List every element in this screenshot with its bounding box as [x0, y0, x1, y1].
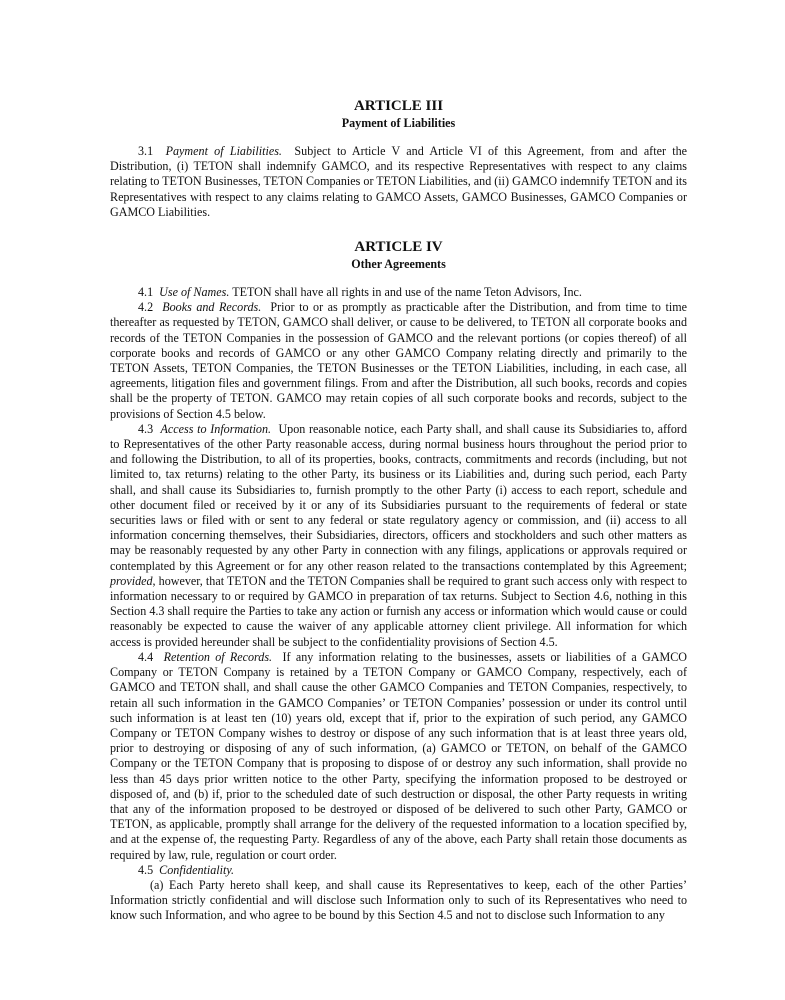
section-3-1-number: 3.1 — [138, 144, 154, 158]
section-4-1-number: 4.1 — [138, 285, 154, 300]
section-4-5-a: (a) Each Party hereto shall keep, and shall cause its Representatives to keep, each of the other Parties’ Information strictly confidential and will disclose such Information only to such of its Representatives who need to know such Information, and who agree to be bound by this Section 4.5 and not to disclose such Information to any — [110, 877, 687, 923]
section-4-2-heading: Books and Records. — [162, 300, 262, 315]
section-4-2-number: 4.2 — [138, 300, 154, 315]
article-4-subtitle: Other Agreements — [351, 257, 446, 272]
section-3-1-text: Subject to Article V and Article VI of this Agreement, from and after the Distribution, (i) TETON shall indemnify GAMCO, and its respective Representatives with respect to any claims relating to TETON Businesses, TETON Companies or TETON Liabilities, and (ii) GAMCO indemnify TETON and its Representatives with respect to any claims relating to GAMCO Assets, GAMCO Businesses, GAMCO Companies or GAMCO Liabilities. — [110, 144, 687, 219]
section-4-2-text: Prior to or as promptly as practicable after the Distribution, and from time to time thereafter as requested by TETON, GAMCO shall deliver, or cause to be delivered, to TETON all corporate books and records of the TETON Companies in the possession of GAMCO and the relevant portions (or copies thereof) of all corporate books and records of GAMCO or any other GAMCO Company relating directly and primarily to the TETON Assets, TETON Companies, the TETON Businesses or the TETON Liabilities, including, in each case, all agreements, litigation files and government filings. From and after the Distribution, all such books, records and copies shall be the property of TETON. GAMCO may retain copies of all such corporate books and records, subject to the provisions of Section 4.5 below. — [110, 300, 688, 421]
section-4-2 — [110, 300, 687, 422]
section-4-3-heading: Access to Information. — [160, 421, 272, 436]
document-page — [110, 98, 687, 924]
section-3-1-heading: Payment of Liabilities. — [165, 144, 282, 158]
section-4-4-heading: Retention of Records. — [163, 649, 273, 664]
section-4-3-number: 4.3 — [138, 421, 154, 436]
section-4-1-heading: Use of Names. — [159, 285, 230, 300]
article-3-subtitle: Payment of Liabilities — [341, 116, 456, 130]
section-4-1-text: TETON shall have all rights in and use of the name Teton Advisors, Inc. — [232, 285, 582, 300]
section-4-3-text-b: , however, that TETON and the TETON Companies shall be required to grant such access only with respect to information necessary to or required by GAMCO in preparation of tax returns. Subject to Section 4.6, nothing in this Section 4.3 shall require the Parties to take any action or furnish any access or information which would cause or could reasonably be expected to cause the waiver of any applicable attorney client privilege. All information for which access is provided hereunder shall be subject to the confidentiality provisions of Section 4.5. — [110, 573, 687, 649]
section-4-3 — [110, 422, 687, 650]
article-3-title: ARTICLE III — [353, 98, 444, 114]
section-4-4 — [110, 650, 687, 863]
section-4-5 — [110, 863, 687, 878]
section-4-1 — [110, 285, 687, 300]
article-4-title: ARTICLE IV — [354, 239, 443, 256]
section-3-1 — [110, 144, 687, 220]
section-4-3-text-a: Upon reasonable notice, each Party shall, and shall cause its Subsidiaries to, afford to Representatives of the other Party reasonable access, during normal business hours throughout the period prior to and following the Distribution, to all of its properties, books, contracts, commitments and records (including, but not limited to, tax returns) relating to the other Party, its business or its Liabilities and, during such period, each Party shall, and shall cause its Subsidiaries to, furnish promptly to the other Party (i) access to each report, schedule and other document filed or received by it or any of its Subsidiaries pursuant to the requirements of federal or state securities laws or filed with or sent to any federal or state regulatory agency or commission, and (ii) access to all information concerning themselves, their Subsidiaries, directors, officers and stockholders and such other matters as may be reasonably requested by any other Party in connection with any filings, applications or approvals required or contemplated by this Agreement or for any other reason related to the transactions contemplated by this Agreement; — [110, 421, 687, 573]
section-4-4-number: 4.4 — [138, 649, 154, 664]
section-4-5-heading: Confidentiality. — [159, 862, 235, 877]
section-4-5-number: 4.5 — [138, 862, 154, 877]
section-4-4-text: If any information relating to the businesses, assets or liabilities of a GAMCO Company or TETON Company is retained by a TETON Company or GAMCO Company, respectively, each of GAMCO and TETON shall, and shall cause the other GAMCO Companies and TETON Companies, respectively, to retain all such information in the GAMCO Companies’ or TETON Companies’ possession or under its control until such information is at least ten (10) years old, except that if, prior to the expiration of such period, any GAMCO Company or TETON Company wishes to destroy or dispose of any such information that is at least three years old, prior to destroying or disposing of any of such information, (a) GAMCO or TETON, on behalf of the GAMCO Company or the TETON Company that is proposing to dispose of or destroy any such information, shall provide no less than 45 days prior written notice to the other Party, specifying the information proposed to be destroyed or disposed of, and (b) if, prior to the scheduled date of such destruction or disposal, the other Party requests in writing that any of the information proposed to be destroyed or disposed of be delivered to such other Party, GAMCO or TETON, as applicable, promptly shall arrange for the delivery of the requested information to a location specified by, and at the expense of, the requesting Party. Regardless of any of the above, each Party shall retain those documents as required by law, rule, regulation or court order. — [110, 649, 687, 862]
section-4-3-provided: provided — [110, 573, 153, 588]
